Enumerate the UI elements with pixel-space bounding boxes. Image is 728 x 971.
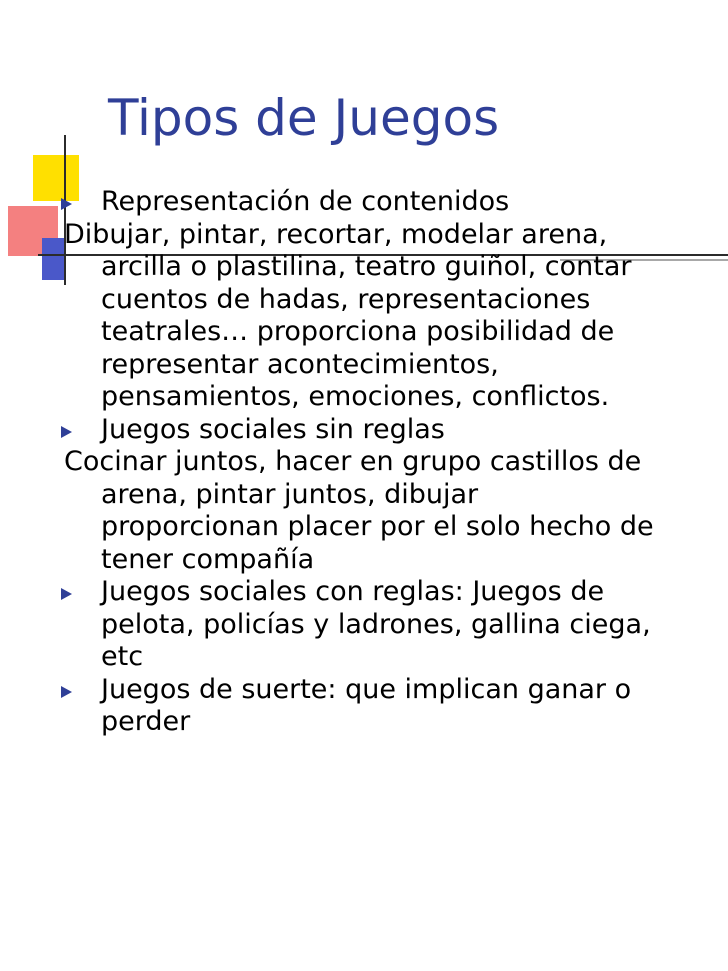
bullet-marker-icon [61,426,72,438]
body-paragraph: Dibujar, pintar, recortar, modelar arena, arcilla o plastilina, teatro guiñol, contar cuentos de hadas, representaciones teatrales… proporciona posibilidad de representar acontecimientos, pensamientos, emociones, conflictos. [64,218,632,412]
bullet-item [64,186,664,219]
bullet-marker-icon [61,198,72,210]
slide-title: Tipos de Juegos [108,89,500,147]
bullet-text: Juegos sociales con reglas: Juegos de pelota, policías y ladrones, gallina ciega, etc [101,576,651,672]
bullet-item [64,674,664,739]
slide-body [64,186,664,739]
bullet-text: Juegos de suerte: que implican ganar o perder [101,673,632,737]
bullet-item [64,414,664,447]
bullet-marker-icon [61,686,72,698]
body-paragraph: Cocinar juntos, hacer en grupo castillos de arena, pintar juntos, dibujar proporcionan placer por el solo hecho de tener compañía [64,446,654,575]
bullet-text: Juegos sociales sin reglas [101,413,445,445]
bullet-item [64,576,664,674]
bullet-text: Representación de contenidos [101,186,510,217]
blue-square-decoration [42,238,64,280]
bullet-marker-icon [61,588,72,600]
